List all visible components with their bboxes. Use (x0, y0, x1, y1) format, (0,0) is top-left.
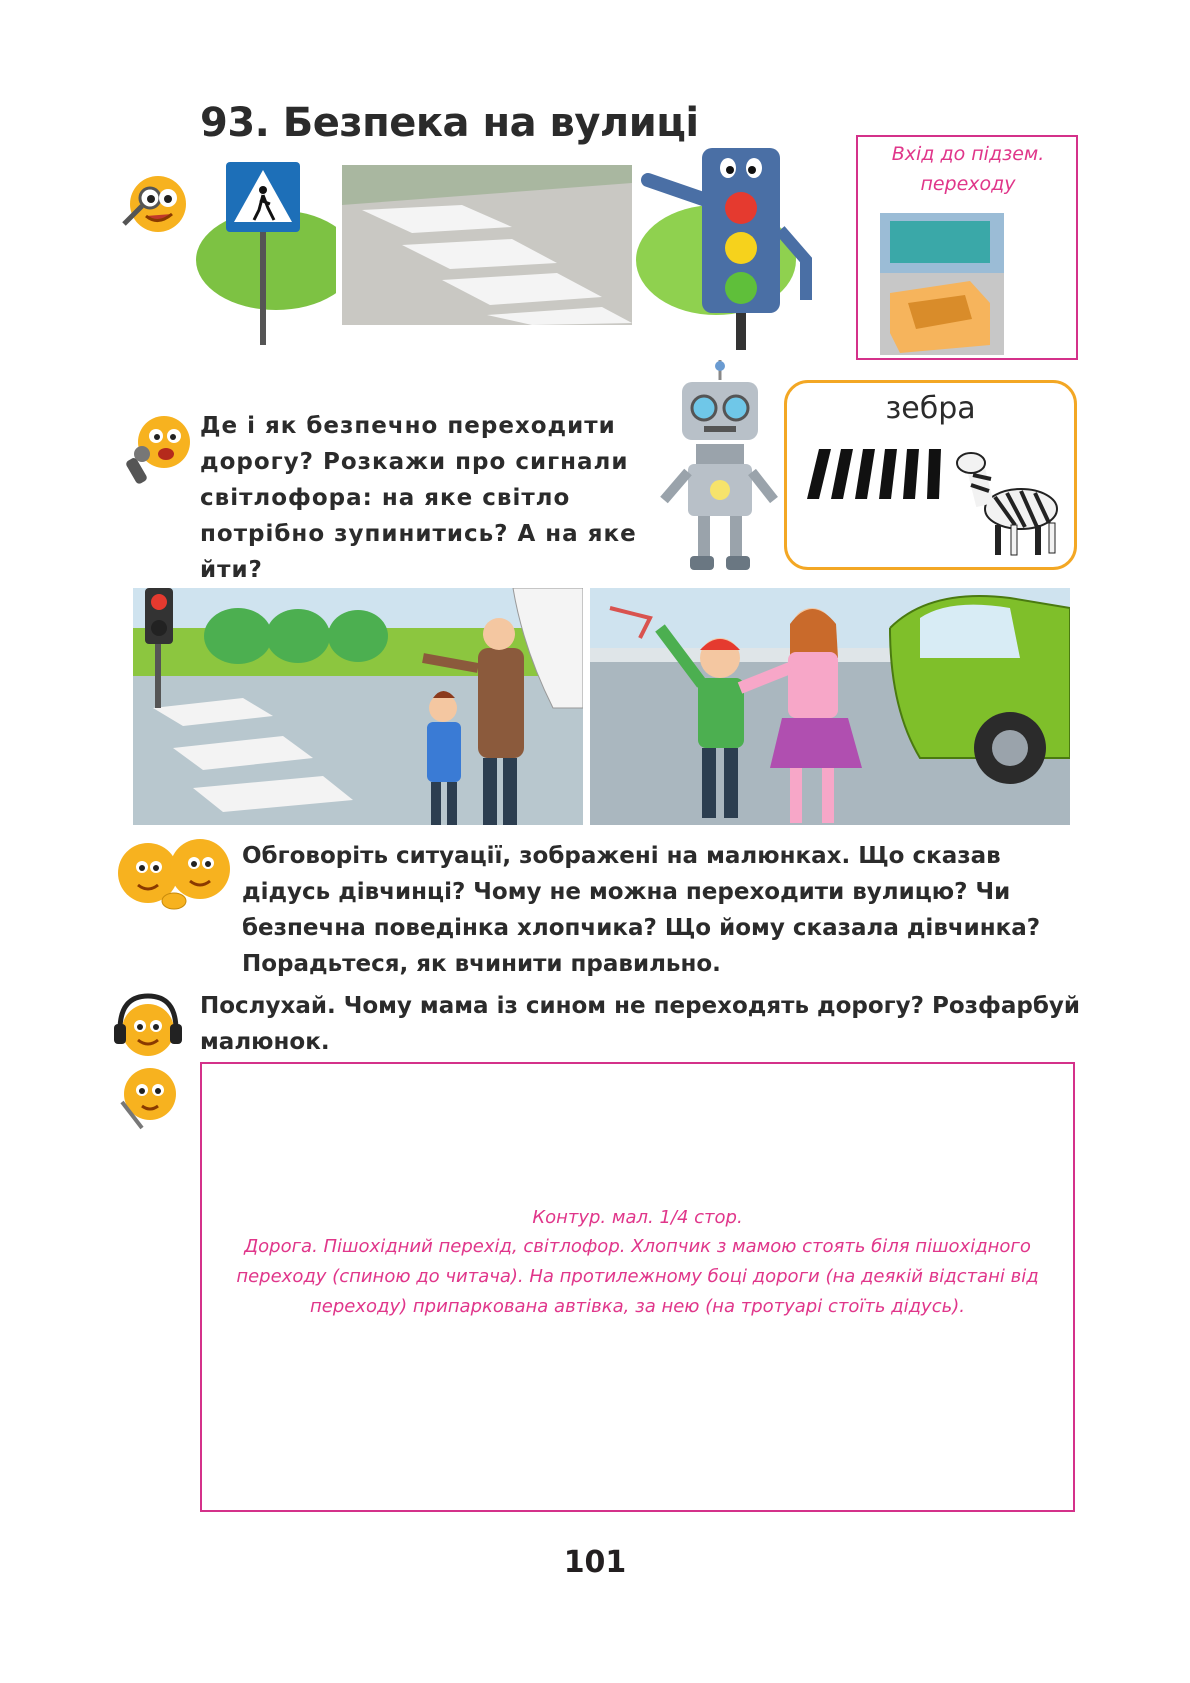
pedestrian-sign-picture (196, 150, 336, 345)
zebra-crossing-stripes-picture (797, 449, 947, 499)
zebra-animal-picture (955, 435, 1067, 559)
headphones-emoji-icon (112, 990, 184, 1062)
discussion-emoji-icon (112, 835, 237, 915)
question-listen-coloring: Послухай. Чому мама із сином не переходять дорогу? Розфарбуй малюнок. (200, 993, 1080, 1055)
zebra-word-box (784, 380, 1077, 570)
underground-passage-label: Вхід до підзем. переходу (891, 143, 1045, 195)
grandpa-girl-illustration (133, 588, 583, 825)
question-traffic-light: Де і як безпечно переходити дорогу? Розкажи про сигнали світлофора: на яке світло потрібно зупинитись? А на яке йти? (200, 413, 637, 583)
underground-passage-box (856, 135, 1078, 360)
boy-girl-car-illustration (590, 588, 1070, 825)
coloring-placeholder-size: Контур. мал. 1/4 стор. (532, 1207, 743, 1228)
microphone-emoji-icon (120, 410, 195, 490)
page-number: 101 (563, 1545, 627, 1580)
question-discussion: Обговоріть ситуації, зображені на малюнках. Що сказав дідусь дівчинці? Чому не можна переходити вулицю? Чи безпечна поведінка хлопчика? Що йому сказала дівчинка? Порадьтеся, як вчинити правильно. (242, 843, 1041, 977)
pencil-emoji-icon (112, 1062, 184, 1132)
magnifier-emoji-icon (112, 168, 192, 238)
traffic-light-character-picture (636, 140, 836, 350)
robot-picture (660, 360, 778, 575)
coloring-placeholder-description: Дорога. Пішохідний перехід, світлофор. Хлопчик з мамою стоять біля пішохідного переходу (спиною до читача). На протилежному боці дороги (на деякій відстані від переходу) припаркована автівка, за нею (на тротуарі стоїть дідусь). (236, 1236, 1039, 1317)
zebra-word-label: зебра (885, 391, 976, 426)
zebra-road-picture (342, 165, 632, 325)
lesson-title: 93. Безпека на вулиці (200, 100, 699, 146)
coloring-placeholder-box (200, 1062, 1075, 1512)
underground-passage-picture (880, 213, 1004, 355)
